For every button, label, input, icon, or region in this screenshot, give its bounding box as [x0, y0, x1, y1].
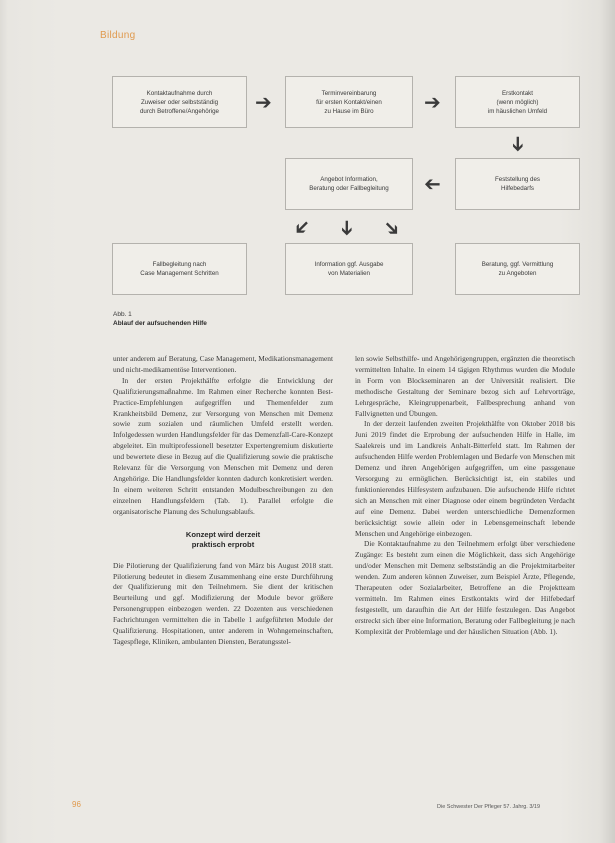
figure-label: Abb. 1 — [113, 311, 132, 318]
flow-box-first-contact: Erstkontakt (wenn möglich) im häuslichen Umfeld — [455, 76, 580, 128]
arrow-down-icon: ➔ — [335, 219, 360, 237]
text-column-left — [113, 354, 333, 648]
flow-box-information: Information ggf. Ausgabe von Materialien — [285, 243, 413, 295]
section-label: Bildung — [100, 30, 136, 41]
paragraph: Die Pilotierung der Qualifizierung fand von März bis August 2018 statt. Pilotierung bedeutet in diesem Zusammenhang eine erste Durchführung der Qualifizierung mit den Teilnehmern. Sie dient der kritischen Beurteilung und ggf. Modifizierung der Module bevor größere Personengruppen einbezogen werden. 22 Dozenten aus verschiedenen Fachrichtungen vermittelten die in Tabelle 1 aufgeführten Module der Qualifizierung. Hospitationen, unter anderem in Wohngemeinschaften, Tagespflege, Kliniken, ambulanten Diensten, Beratungsstel- — [113, 560, 333, 646]
flow-box-needs-assessment: Feststellung des Hilfebedarfs — [455, 158, 580, 210]
arrow-down-icon: ➔ — [506, 135, 531, 153]
arrow-down-right-icon: ➔ — [377, 213, 407, 243]
arrow-left-icon: ➔ — [424, 173, 441, 197]
paragraph: Die Kontaktaufnahme zu den Teilnehmern erfolgt über verschiedene Zugänge: Es besteht zum einen die Möglichkeit, dass sich Angehörige und/oder Menschen mit Demenz selbstständig an die Projektmitarbeiter wenden. Zum anderen können Zuweiser, zum Beispiel Ärzte, Pflegende, Therapeuten oder Sozialarbeiter, Betroffene an die Projektteam vermitteln. Im Rahmen eines Erstkontakts wird der Hilfebedarf festgestellt, um daraufhin die Art der Hilfe festzulegen. Das Angebot erstreckt sich über eine Information, Beratung oder Fallbegleitung je nach Komplexität der Problemlage und der häuslichen Situation (Abb. 1). — [355, 539, 575, 636]
flow-box-counseling: Beratung, ggf. Vermittlung zu Angeboten — [455, 243, 580, 295]
arrow-down-left-icon: ➔ — [287, 213, 317, 243]
journal-footer: Die Schwester Der Pfleger 57. Jahrg. 3/19 — [437, 804, 541, 810]
flow-box-contact: Kontaktaufnahme durch Zuweiser oder selbstständig durch Betroffene/Angehörige — [112, 76, 247, 128]
page-number: 96 — [72, 800, 81, 809]
paragraph: In der ersten Projekthälfte erfolgte die Entwicklung der Qualifizierungsmaßnahme. Im Rahmen einer Recherche konnten Best-Practice-Empfehlungen aufgegriffen und Themenfelder zum Krankheitsbild Demenz, zur Versorgung von Menschen mit Demenz sowie zum sozialen und räumlichen Umfeld erstellt werden. Infolgedessen wurden Handlungsfelder für das Demenzfall-Care-Konzept abgeleitet. Ein multiprofessionell besetzter Expertengremium diskutierte und bewertete diese in Bezug auf die Qualifizierung sowie die praktische Relevanz für die Versorgung von Menschen mit Demenz und deren Angehörige. Die Handlungsfelder konnten dadurch konkretisiert werden. In einem weiteren Schritt entstanden Modulbeschreibungen zu den einzelnen Handlungsfeldern (Tab. 1). Parallel erfolgte die organisatorische Planung des Schulungsablaufs. — [113, 375, 333, 516]
paragraph: In der derzeit laufenden zweiten Projekthälfte von Oktober 2018 bis Juni 2019 findet die Erprobung der aufsuchenden Hilfe in Halle, im Saalekreis und im Landkreis Anhalt-Bitterfeld statt. Im Rahmen der aufsuchenden Hilfe werden Problemlagen und Bedarfe von Menschen mit Demenz und ihren Angehörigen aufgegriffen, um eine passgenaue Versorgung zu ermöglichen. Berücksichtigt ist, ein stabiles und funktionierendes Hilfesystem aufzubauen. Die aufsuchende Hilfe richtet sich an Menschen mit einer Diagnose oder einem begründeten Verdacht auf eine Demenz. Dabei werden unterschiedliche Demenzformen berücksichtigt sowie allein oder in Lebensgemeinschaft lebende Menschen und Angehörige einbezogen. — [355, 419, 575, 538]
paragraph: unter anderem auf Beratung, Case Management, Medikationsmanagement und nicht-medikamentöse Interventionen. — [113, 354, 333, 374]
flow-box-case-management: Fallbegleitung nach Case Management Schritten — [112, 243, 247, 295]
paragraph: len sowie Selbsthilfe- und Angehörigengruppen, ergänzten die theoretisch vermittelten Inhalte. In einem 14 tägigen Rhythmus wurden die Module in Form von Blockseminaren an der Universität realisiert. Die methodische Gestaltung der Seminare bezog sich auf Lehrvorträge, Lehrgespräche, Kleingruppenarbeit, Fallbesprechung anhand von Fallvignetten und Übungen. — [355, 354, 575, 418]
flow-box-appointment: Terminvereinbarung für ersten Kontakt/einen zu Hause im Büro — [285, 76, 413, 128]
subheading: Konzept wird derzeit praktisch erprobt — [185, 529, 261, 550]
arrow-right-icon: ➔ — [255, 90, 272, 114]
flow-box-offer: Angebot Information, Beratung oder Fallbegleitung — [285, 158, 413, 210]
text-column-right — [355, 354, 575, 638]
arrow-right-icon: ➔ — [424, 90, 441, 114]
figure-title: Ablauf der aufsuchenden Hilfe — [113, 320, 207, 327]
